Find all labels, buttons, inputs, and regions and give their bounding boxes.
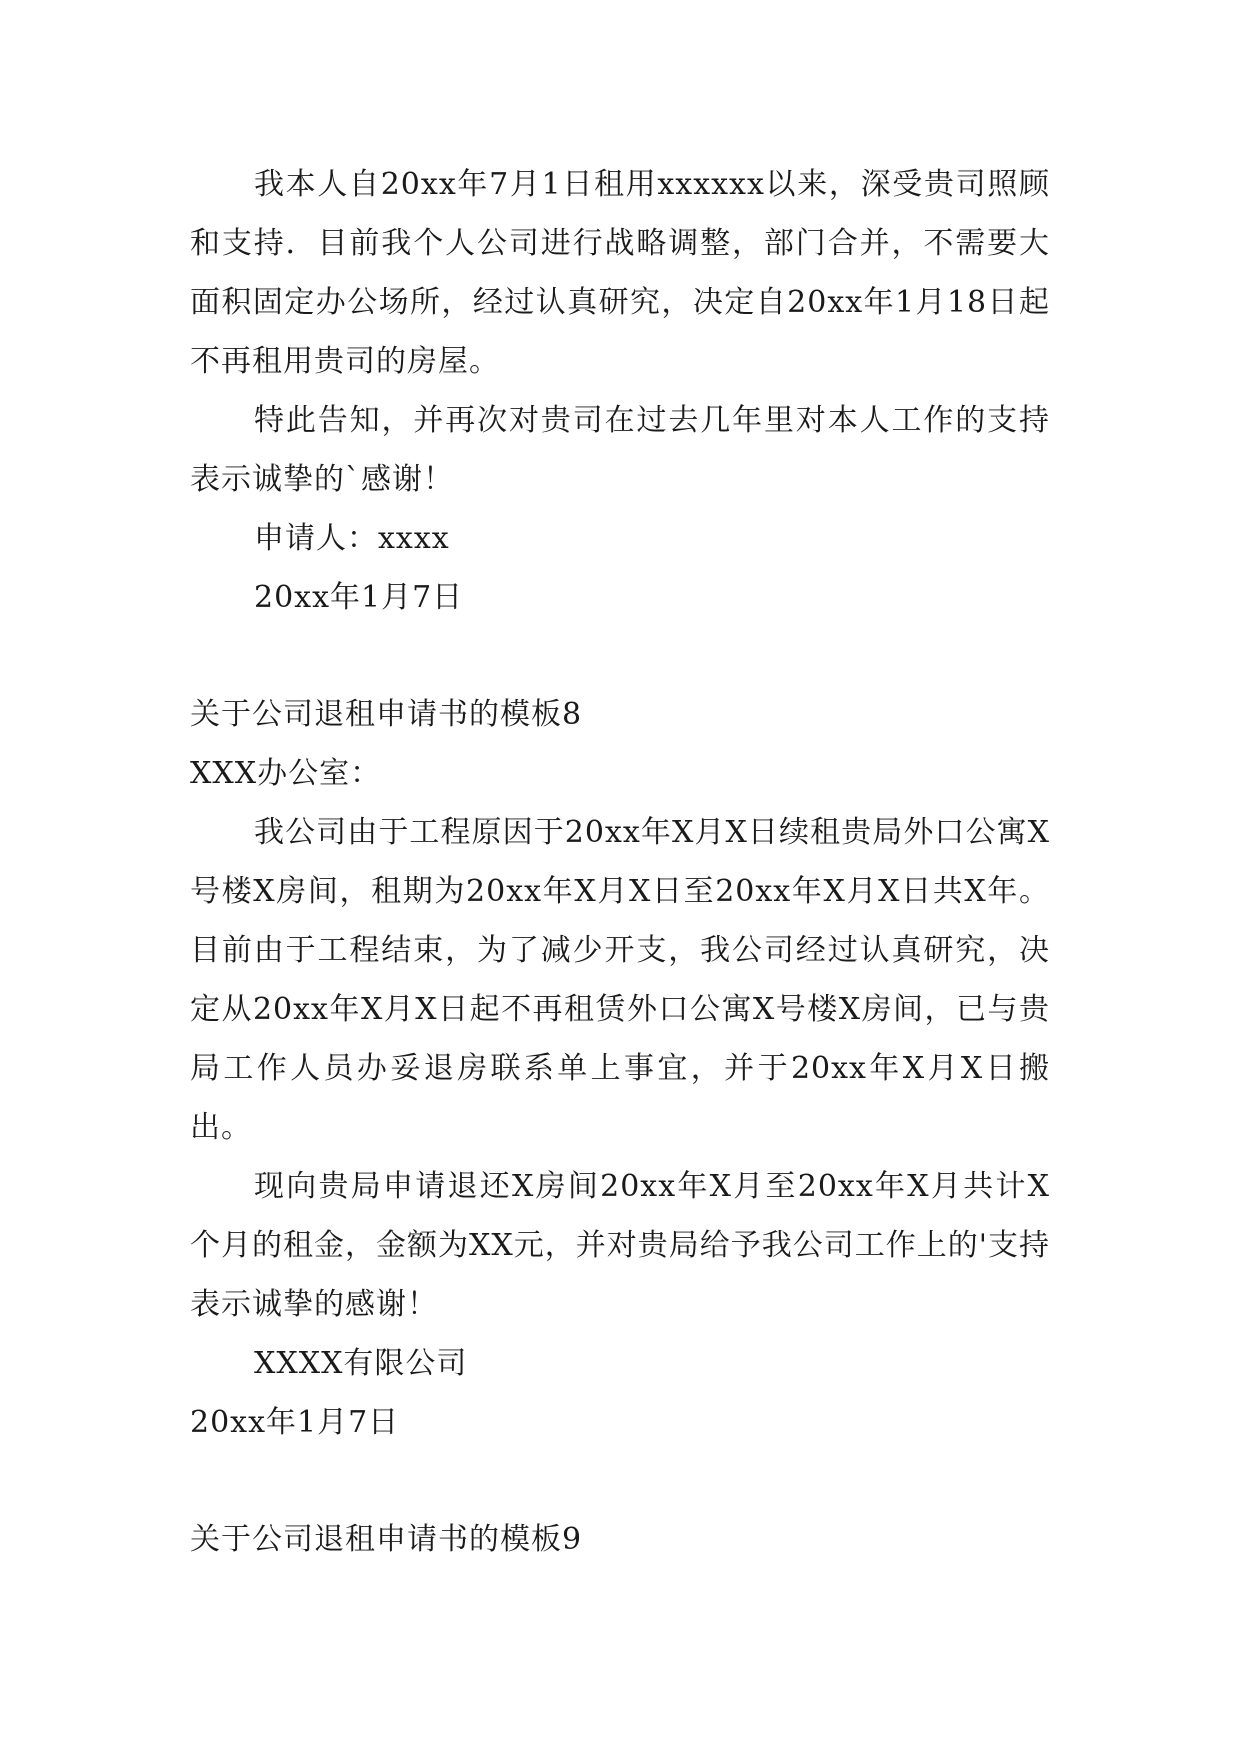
template9-title: 关于公司退租申请书的模板9 — [190, 1522, 583, 1557]
template8-company: XXXX有限公司 — [254, 1346, 468, 1381]
letter7-closing: 特此告知，并再次对贵司在过去几年里对本人工作的支持表示诚挚的`感谢！ — [190, 403, 1050, 497]
template8-body2: 现向贵局申请退还X房间20xx年X月至20xx年X月共计X个月的租金，金额为XX元，并对贵局给予我公司工作上的'支持表示诚挚的感谢！ — [190, 1169, 1050, 1322]
template8-title: 关于公司退租申请书的模板8 — [190, 697, 583, 732]
letter7-body: 我本人自20xx年7月1日租用xxxxxx以来，深受贵司照顾和支持．目前我个人公司进行战略调整，部门合并，不需要大面积固定办公场所，经过认真研究，决定自20xx年1月18日起不再租用贵司的房屋。 — [190, 167, 1050, 379]
document-body — [190, 155, 1050, 1569]
template8-body1: 我公司由于工程原因于20xx年X月X日续租贵局外口公寓X号楼X房间，租期为20xx年X月X日至20xx年X月X日共X年。目前由于工程结束，为了减少开支，我公司经过认真研究，决定从20xx年X月X日起不再租赁外口公寓X号楼X房间，已与贵局工作人员办妥退房联系单上事宜，并于20xx年X月X日搬出。 — [190, 815, 1050, 1145]
template8-addressee: XXX办公室： — [190, 756, 382, 791]
letter7-applicant: 申请人：xxxx — [254, 521, 450, 556]
section-spacer — [190, 1452, 1050, 1510]
section-spacer — [190, 627, 1050, 685]
template8-date: 20xx年1月7日 — [190, 1405, 400, 1440]
letter7-date: 20xx年1月7日 — [254, 580, 464, 615]
